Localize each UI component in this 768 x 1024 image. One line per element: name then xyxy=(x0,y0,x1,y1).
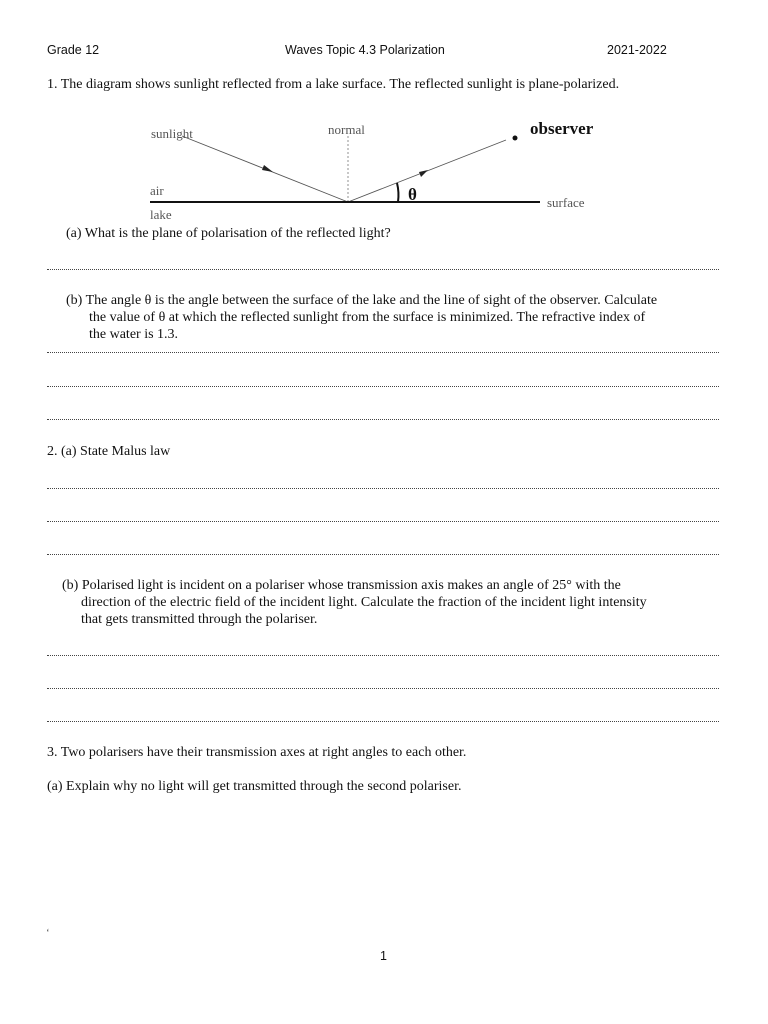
question-1b-line-2: the value of θ at which the reflected sunlight from the surface is minimized. The refractive index of xyxy=(89,310,646,325)
header-year: 2021-2022 xyxy=(607,43,667,57)
stray-mark: ‘ xyxy=(46,927,50,939)
normal-label: normal xyxy=(328,122,365,137)
page-number: 1 xyxy=(380,949,387,963)
answer-line xyxy=(47,554,719,555)
incident-arrowhead xyxy=(262,165,273,172)
reflected-arrowhead xyxy=(419,170,428,177)
answer-line xyxy=(47,488,719,489)
answer-line xyxy=(47,688,719,689)
air-label: air xyxy=(150,183,164,198)
header-grade: Grade 12 xyxy=(47,43,100,57)
theta-label: θ xyxy=(408,185,417,204)
reflection-diagram xyxy=(140,110,630,225)
answer-line xyxy=(47,419,719,420)
question-2b-line-1: (b) Polarised light is incident on a polariser whose transmission axis makes an angle of 25° with the xyxy=(62,578,621,593)
question-3a: (a) Explain why no light will get transmitted through the second polariser. xyxy=(47,779,462,794)
answer-line xyxy=(47,386,719,387)
answer-line xyxy=(47,269,719,270)
answer-line xyxy=(47,521,719,522)
observer-label: observer xyxy=(530,119,594,138)
lake-label: lake xyxy=(150,207,172,222)
question-2b-line-2: direction of the electric field of the incident light. Calculate the fraction of the incident light intensity xyxy=(81,595,647,610)
question-1-stem: 1. The diagram shows sunlight reflected from a lake surface. The reflected sunlight is plane-polarized. xyxy=(47,77,620,92)
observer-dot xyxy=(513,136,518,141)
question-1a: (a) What is the plane of polarisation of the reflected light? xyxy=(66,226,391,241)
question-3-stem: 3. Two polarisers have their transmission axes at right angles to each other. xyxy=(47,745,467,760)
answer-line xyxy=(47,655,719,656)
question-2a: 2. (a) State Malus law xyxy=(47,444,171,459)
answer-line xyxy=(47,352,719,353)
question-1b-line-3: the water is 1.3. xyxy=(89,327,179,342)
surface-label: surface xyxy=(547,195,585,210)
sunlight-label: sunlight xyxy=(151,126,193,141)
theta-arc xyxy=(397,183,398,202)
question-1b-line-1: (b) The angle θ is the angle between the surface of the lake and the line of sight of the observer. Calculate xyxy=(66,293,658,308)
question-2b-line-3: that gets transmitted through the polariser. xyxy=(81,612,318,627)
header-topic: Waves Topic 4.3 Polarization xyxy=(285,43,445,57)
answer-line xyxy=(47,721,719,722)
